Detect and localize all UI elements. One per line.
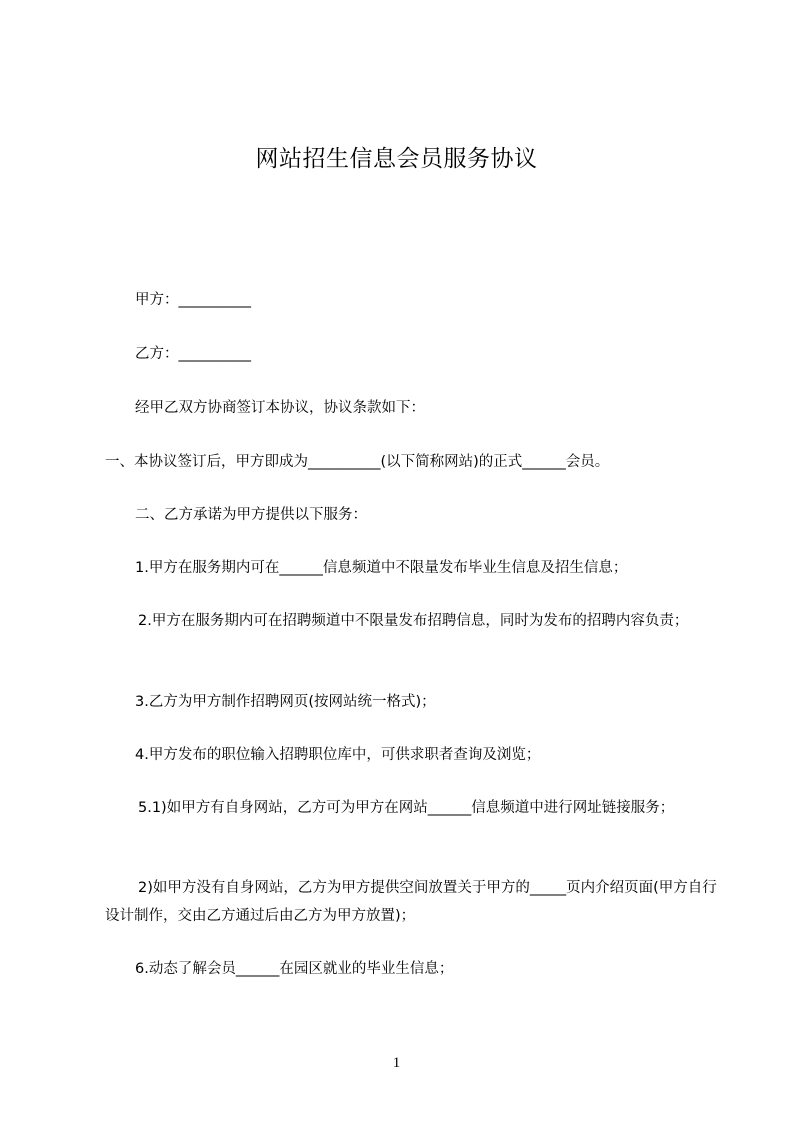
document-title: 网站招生信息会员服务协议 <box>255 146 538 172</box>
party-a-line: 甲方：__________ <box>135 292 251 308</box>
page-number: 1 <box>392 1055 401 1071</box>
clause-2-heading: 二、乙方承诺为甲方提供以下服务： <box>135 507 367 523</box>
service-item-4: 4.甲方发布的职位输入招聘职位库中，可供求职者查询及浏览； <box>135 747 541 763</box>
service-item-1: 1.甲方在服务期内可在______信息频道中不限量发布毕业生信息及招生信息； <box>135 560 628 576</box>
service-item-5-2: 2)如甲方没有自身网站，乙方为甲方提供空间放置关于甲方的_____页内介绍页面(甲方自行设计制作，交由乙方通过后由乙方为甲方放置)； <box>105 880 717 924</box>
service-item-3: 3.乙方为甲方制作招聘网页(按网站统一格式)； <box>135 694 436 710</box>
service-item-2: 2.甲方在服务期内可在招聘频道中不限量发布招聘信息，同时为发布的招聘内容负责； <box>138 613 689 629</box>
clause-1: 一、本协议签订后，甲方即成为__________(以下简称网站)的正式______会员。 <box>105 454 610 470</box>
agreement-intro: 经甲乙双方协商签订本协议，协议条款如下： <box>135 400 425 416</box>
service-item-6: 6.动态了解会员______在园区就业的毕业生信息； <box>135 961 454 977</box>
party-b-line: 乙方：__________ <box>135 346 251 362</box>
service-item-5-1: 5.1)如甲方有自身网站，乙方可为甲方在网站______信息频道中进行网址链接服务； <box>138 800 675 816</box>
